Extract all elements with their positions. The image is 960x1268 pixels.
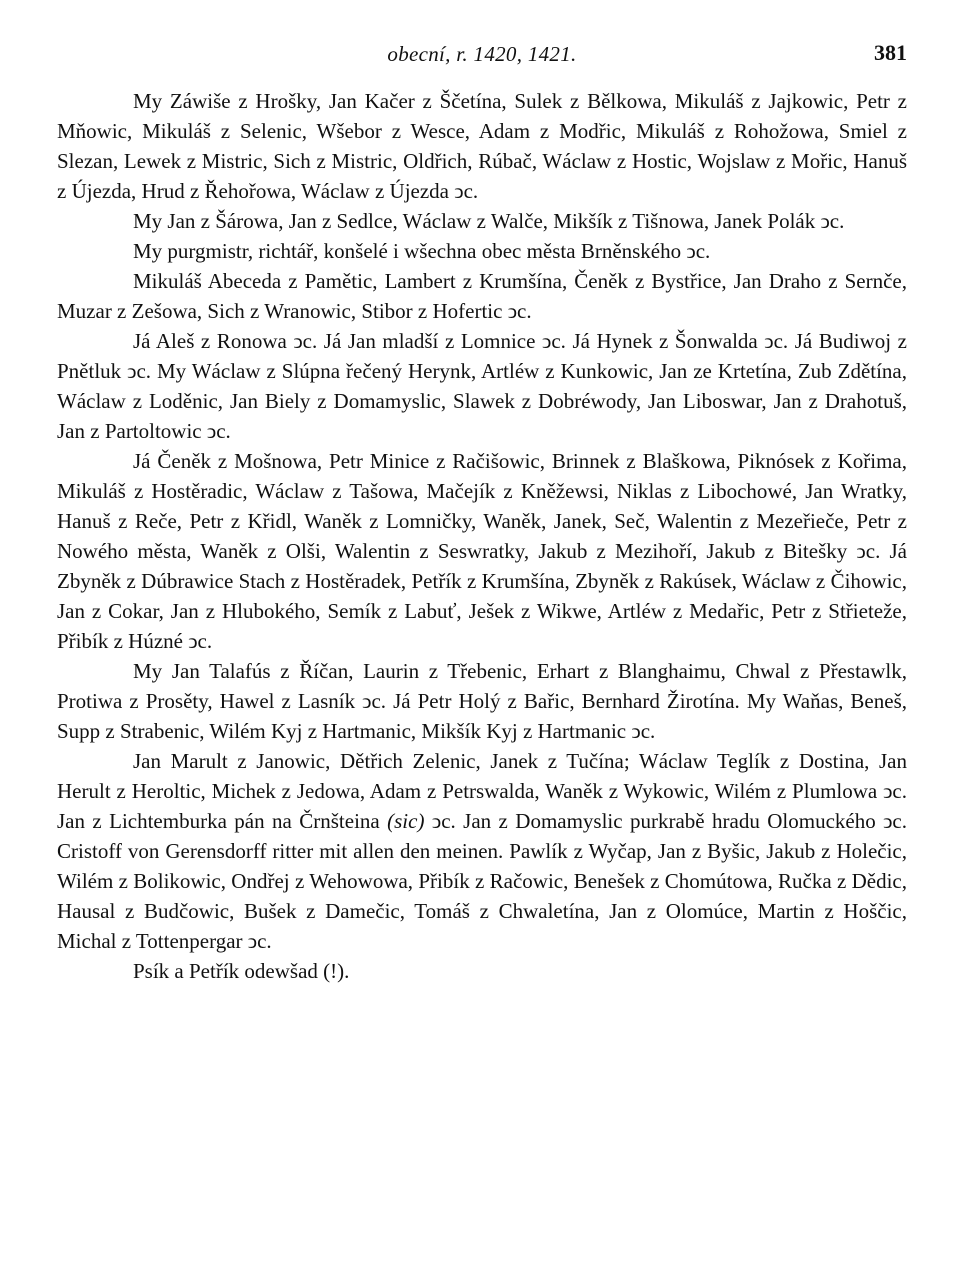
paragraph-8-tail: ͻc. Jan z Domamyslic purkrabě hradu Olomuckého ͻc. Cristoff von Gerensdorff ritter mit allen den meinen. Pawlík z Wyčap, Jan z Byšic, Jakub z Holečic, Wilém z Bolikowic, Ondřej z Wehowowa, Přibík z Račowic, Benešek z Chomútowa, Ručka z Dědic, Hausal z Budčowic, Bušek z Damečic, Tomáš z Chwaletína, Jan z Olomúce, Martin z Hoščic, Michal z Tottenpergar ͻc.	[57, 809, 907, 953]
paragraph-8	[57, 746, 907, 956]
body-text	[57, 86, 907, 986]
paragraph-6: Já Čeněk z Mošnowa, Petr Minice z Račišowic, Brinnek z Blaškowa, Piknósek z Kořima, Mikuláš z Hostěradic, Wáclaw z Tašowa, Mačejík z Kněžewsi, Niklas z Libochowé, Jan Wratky, Hanuš z Reče, Petr z Křidl, Waněk z Lomničky, Waněk, Janek, Seč, Walentin z Mezeřieče, Petr z Nowého města, Waněk z Olši, Walentin z Seswratky, Jakub z Mezihoří, Jakub z Bitešky ͻc. Já Zbyněk z Dúbrawice Stach z Hostěradek, Petřík z Krumšína, Zbyněk z Rakúsek, Wáclaw z Čihowic, Jan z Cokar, Jan z Hlubokého, Semík z Labuť, Ješek z Wikwe, Artléw z Medařic, Petr z Střieteže, Přibík z Húzné ͻc.	[57, 449, 907, 653]
paragraph-8-head: Jan Marult z Janowic, Dětřich Zelenic, Janek z Tučína; Wáclaw Teglík z Dostina, Jan Herult z Heroltic, Michek z Jedowa, Adam z Petrswalda, Waněk z Wykowic, Wilém z Plumlowa ͻc. Jan z Lichtemburka pán na Črnšteina	[57, 749, 907, 833]
running-title: obecní, r. 1420, 1421.	[387, 42, 577, 66]
paragraph-3: My purgmistr, richtář, konšelé i wšechna obec města Brněnského ͻc.	[133, 239, 711, 263]
paragraph-9: Psík a Petřík odewšad (!).	[133, 959, 350, 983]
page-number: 381	[874, 40, 907, 65]
paragraph-5: Já Aleš z Ronowa ͻc. Já Jan mladší z Lomnice ͻc. Já Hynek z Šonwalda ͻc. Já Budiwoj z Pnětluk ͻc. My Wáclaw z Slúpna řečený Herynk, Artléw z Kunkowic, Jan ze Krtetína, Zub Zdětína, Wáclaw z Loděnic, Jan Biely z Domamyslic, Slawek z Dobréwody, Jan Liboswar, Jan z Drahotuš, Jan z Partoltowic ͻc.	[57, 329, 907, 443]
paragraph-4: Mikuláš Abeceda z Pamětic, Lambert z Krumšína, Čeněk z Bystřice, Jan Draho z Sernče, Muzar z Zešowa, Sich z Wranowic, Stibor z Hofertic ͻc.	[57, 269, 907, 323]
sic-note: (sic)	[387, 809, 425, 833]
paragraph-1: My Záwiše z Hrošky, Jan Kačer z Ščetína, Sulek z Bělkowa, Mikuláš z Jajkowic, Petr z Mňowic, Mikuláš z Selenic, Wšebor z Wesce, Adam z Modřic, Mikuláš z Rohožowa, Smiel z Slezan, Lewek z Mistric, Sich z Mistric, Oldřich, Rúbač, Wáclaw z Hostic, Wojslaw z Mořic, Hanuš z Újezda, Hrud z Řehořowa, Wáclaw z Újezda ͻc.	[57, 89, 907, 203]
paragraph-7: My Jan Talafús z Říčan, Laurin z Třebenic, Erhart z Blanghaimu, Chwal z Přestawlk, Protiwa z Prosěty, Hawel z Lasník ͻc. Já Petr Holý z Bařic, Bernhard Žirotína. My Waňas, Beneš, Supp z Strabenic, Wilém Kyj z Hartmanic, Mikšík Kyj z Hartmanic ͻc.	[57, 659, 907, 743]
document-page	[57, 36, 907, 986]
paragraph-2: My Jan z Šárowa, Jan z Sedlce, Wáclaw z Walče, Mikšík z Tišnowa, Janek Polák ͻc.	[133, 209, 845, 233]
running-head	[57, 36, 907, 76]
